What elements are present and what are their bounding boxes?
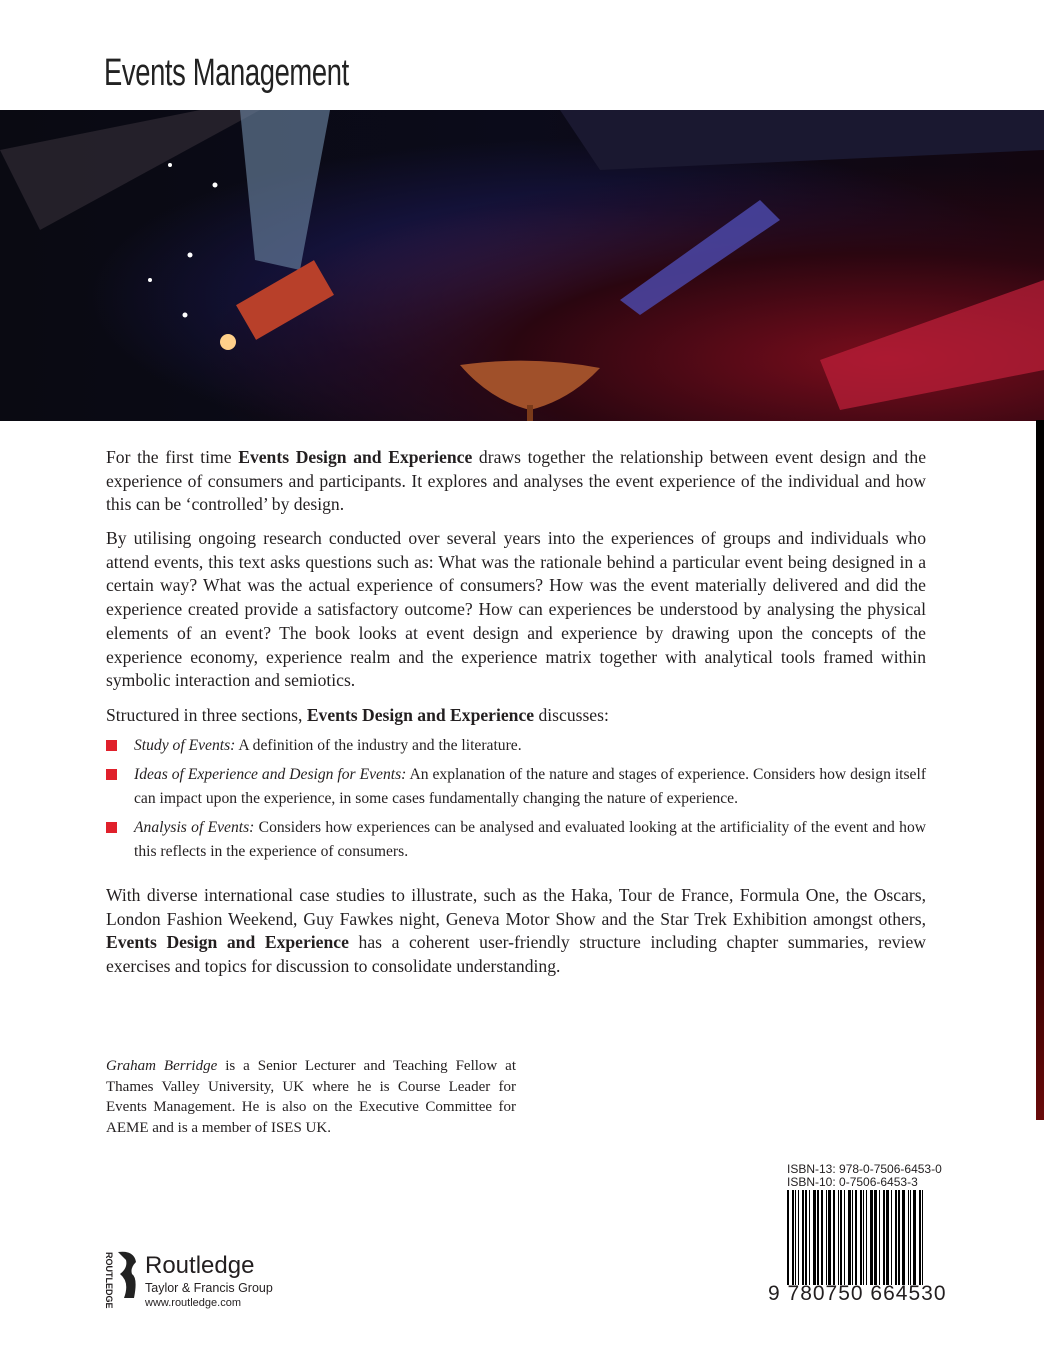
barcode-bar [826, 1190, 827, 1285]
routledge-head-icon [116, 1250, 138, 1300]
barcode-bar [795, 1190, 796, 1285]
isbn-13: ISBN-13: 978-0-7506-6453-0 [787, 1162, 942, 1176]
barcode-bar [898, 1190, 900, 1285]
venue-photo-illustration [0, 110, 1044, 421]
barcode-bar [902, 1190, 905, 1285]
bullet-square-icon [106, 769, 117, 780]
barcode-bar [860, 1190, 862, 1285]
barcode-bar [908, 1190, 909, 1285]
isbn-10: ISBN-10: 0-7506-6453-3 [787, 1175, 918, 1189]
barcode-bar [805, 1190, 807, 1285]
barcode-bar [813, 1190, 816, 1285]
barcode-bar [817, 1190, 819, 1285]
barcode-bar [787, 1190, 789, 1285]
intro-paragraph-1: For the first time Events Design and Experience draws together the relationship between event design and the experience of consumers and participants. It explores and analyses the event experience of the individual and how this can be ‘controlled’ by design. [106, 447, 926, 515]
barcode-bar [833, 1190, 835, 1285]
barcode-bar [852, 1190, 853, 1285]
barcode-bar [844, 1190, 845, 1285]
barcode-bar [798, 1190, 799, 1285]
isbn-block [787, 1163, 942, 1189]
series-title: Events Management [104, 52, 349, 94]
intro-paragraph-2: By utilising ongoing research conducted over several years into the experiences of groups and individuals who attend events, this text asks questions such as: What was the rationale behind a particular event being designed in a certain way? What was the actual experience of consumers? How was the event materially delivered and did the experience created provide a satisfactory outcome? How can experiences be understood by analysing the physical elements of an event? The book looks at event design and experience by drawing upon the concepts of the experience economy, experience realm and the experience matrix together with analytical tools framed within symbolic interaction and semiotics. [106, 528, 926, 691]
publisher-group: Taylor & Francis Group [145, 1281, 273, 1295]
barcode-bar [883, 1190, 885, 1285]
barcode-bar [922, 1190, 923, 1285]
barcode-bar [879, 1190, 880, 1285]
barcode-bar [840, 1190, 842, 1285]
barcode-bar [895, 1190, 897, 1285]
barcode-bar [828, 1190, 831, 1285]
barcode-bar [855, 1190, 857, 1285]
barcode-bar [838, 1190, 839, 1285]
publisher-name: Routledge [145, 1252, 255, 1279]
barcode-bar [792, 1190, 794, 1285]
bullet-square-icon [106, 740, 117, 751]
spine-edge [1036, 420, 1044, 1120]
barcode-bar [863, 1190, 864, 1285]
intro-paragraph-3: Structured in three sections, Events Design and Experience discusses: [106, 705, 609, 725]
bullet-item: Study of Events: A definition of the industry and the literature. [134, 734, 926, 758]
barcode-bar [910, 1190, 911, 1285]
barcode-bar [891, 1190, 892, 1285]
barcode-bar [802, 1190, 804, 1285]
barcode-bar [874, 1190, 877, 1285]
publisher-url: www.routledge.com [145, 1297, 241, 1309]
barcode-bar [870, 1190, 873, 1285]
barcode-bar [886, 1190, 889, 1285]
barcode-bar [866, 1190, 867, 1285]
barcode-bar [809, 1190, 810, 1285]
author-bio: Graham Berridge is a Senior Lecturer and Teaching Fellow at Thames Valley University, UK where he is Course Leader for Events Management. He is also on the Executive Committee for AEME and is a member of ISES UK. [106, 1058, 516, 1136]
barcode-number: 9 780750 664530 [768, 1282, 947, 1305]
barcode-bar [919, 1190, 921, 1285]
closing-paragraph: With diverse international case studies to illustrate, such as the Haka, Tour de France, Formula One, the Oscars, London Fashion Weekend, Guy Fawkes night, Geneva Motor Show and the Star Trek Exhibition amongst others, Events Design and Experience has a coherent user-friendly structure including chapter summaries, review exercises and topics for discussion to consolidate understanding. [106, 885, 926, 977]
publisher-vertical-text: ROUTLEDGE [104, 1252, 114, 1309]
barcode-bar [821, 1190, 823, 1285]
bullet-item: Ideas of Experience and Design for Events: An explanation of the nature and stages of experience. Considers how design itself can impact upon the experience, in some cases fundamentally changing the nature of experience. [134, 763, 926, 810]
barcode [787, 1190, 925, 1285]
cover-photo [0, 110, 1044, 421]
barcode-bar [848, 1190, 851, 1285]
barcode-bar [913, 1190, 916, 1285]
bullet-item: Analysis of Events: Considers how experiences can be analysed and evaluated looking at the artificiality of the event and how this reflects in the experience of consumers. [134, 816, 926, 863]
bullet-square-icon [106, 822, 117, 833]
